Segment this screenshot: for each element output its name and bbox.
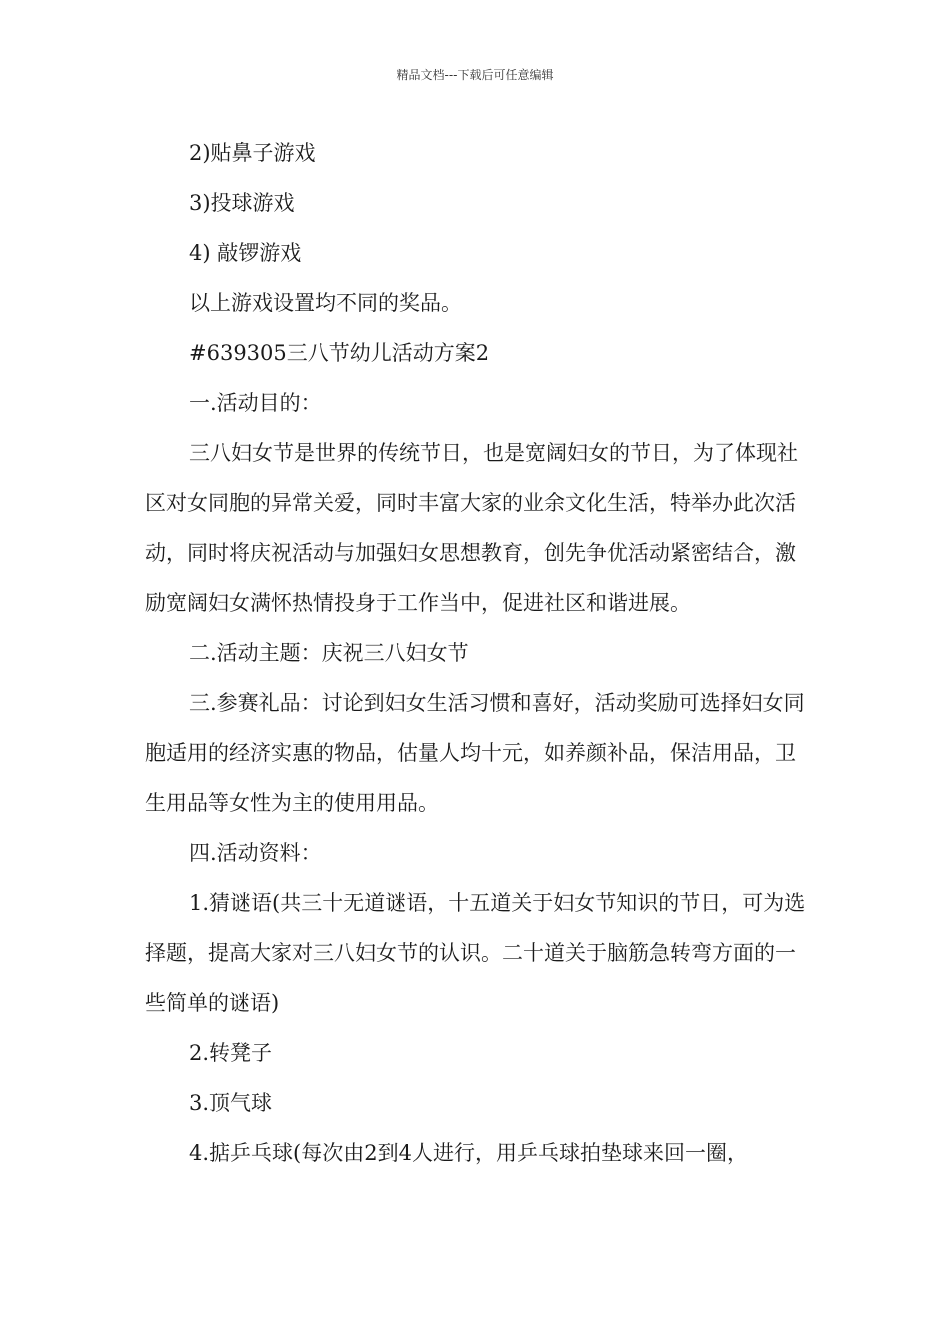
document-body [145, 128, 810, 1178]
list-item-nose-game: 2)贴鼻子游戏 [189, 141, 316, 165]
page-header: 精品文档---下载后可任意编辑 [396, 68, 554, 82]
heading-purpose: 一.活动目的： [189, 391, 322, 415]
heading-materials: 四.活动资料： [189, 841, 322, 865]
section-title: #639305三八节幼儿活动方案2 [189, 341, 490, 365]
list-item-ball-game: 3)投球游戏 [189, 191, 295, 215]
list-item-gong-game: 4) 敲锣游戏 [189, 241, 302, 265]
prize-note: 以上游戏设置均不同的奖品。 [189, 291, 462, 315]
list-item-riddles: 1.猜谜语(共三十无道谜语，十五道关于妇女节知识的节日，可为选择题，提高大家对三八妇女节的认识。二十道关于脑筋急转弯方面的一些简单的谜语) [145, 891, 806, 1015]
heading-theme: 二.活动主题：庆祝三八妇女节 [189, 641, 469, 665]
list-item-balloon: 3.顶气球 [189, 1091, 273, 1115]
paragraph-purpose: 三八妇女节是世界的传统节日，也是宽阔妇女的节日，为了体现社区对女同胞的异常关爱，同时丰富大家的业余文化生活，特举办此次活动，同时将庆祝活动与加强妇女思想教育，创先争优活动紧密结合，激励宽阔妇女满怀热情投身于工作当中，促进社区和谐进展。 [145, 441, 798, 615]
list-item-pingpong: 4.掂乒乓球(每次由2到4人进行，用乒乓球拍垫球来回一圈， [189, 1141, 748, 1165]
paragraph-prizes: 三.参赛礼品：讨论到妇女生活习惯和喜好，活动奖励可选择妇女同胞适用的经济实惠的物品，估量人均十元，如养颜补品，保洁用品，卫生用品等女性为主的使用用品。 [145, 691, 805, 815]
list-item-stool: 2.转凳子 [189, 1041, 273, 1065]
